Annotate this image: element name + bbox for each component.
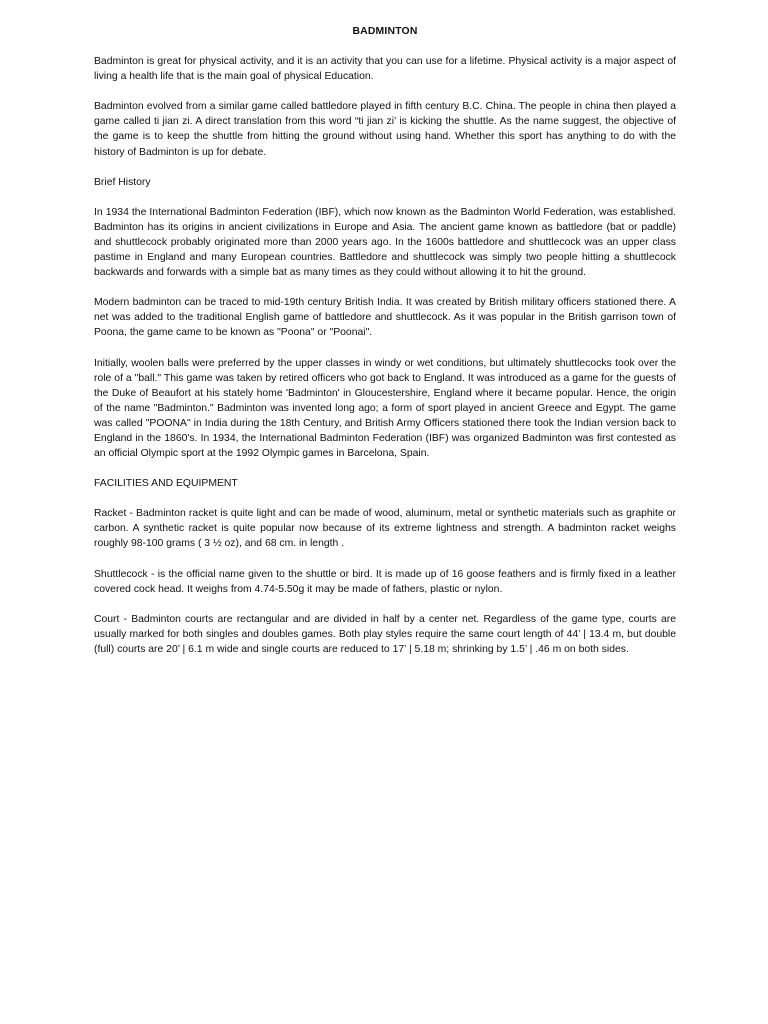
shuttlecock-paragraph: Shuttlecock - is the official name given to the shuttle or bird. It is made up of 16 goose feathers and is firmly fixed in a leather covered cock head. It weighs from 4.74-5.50g it may be made of fathers, plastic or nylon.	[94, 568, 676, 595]
woolen-balls-paragraph: Initially, woolen balls were preferred by the upper classes in windy or wet conditions, but ultimately shuttlecocks took over the role of a "ball." This game was taken by retired officers who got back to England. It was introduced as a game for the guests of the Duke of Beaufort at his stately home 'Badminton' in Gloucestershire, England where it became popular. Hence, the origin of the name "Badminton." Badminton was invented long ago; a form of sport played in ancient Greece and Egypt. The game was called "POONA" in India during the 18th Century, and British Army Officers stationed there took the Indian version back to England in the 1860's. In 1934, the International Badminton Federation (IBF) was organized Badminton was first contested as an official Olympic sport at the 1992 Olympic games in Barcelona, Spain.	[94, 357, 676, 460]
facilities-equipment-heading: FACILITIES AND EQUIPMENT	[94, 478, 238, 490]
ibf-history-paragraph: In 1934 the International Badminton Federation (IBF), which now known as the Badminton World Federation, was established. Badminton has its origins in ancient civilizations in Europe and Asia. The ancient game known as battledore (bat or paddle) and shuttlecock probably originated more than 2000 years ago. In the 1600s battledore and shuttlecock was an upper class pastime in England and many European countries. Battledore and shuttlecock was simply two people hitting a shuttlecock backwards and forwards with a simple bat as many times as they could without allowing it to hit the ground.	[94, 206, 676, 279]
document-page	[94, 24, 676, 672]
court-paragraph: Court - Badminton courts are rectangular and are divided in half by a center net. Regardless of the game type, courts are usually marked for both singles and doubles games. Both play styles require the same court length of 44’ | 13.4 m, but double (full) courts are 20’ | 6.1 m wide and single courts are reduced to 17’ | 5.18 m; shrinking by 1.5’ | .46 m on both sides.	[94, 613, 676, 655]
origin-paragraph: Badminton evolved from a similar game called battledore played in fifth century B.C. China. The people in china then played a game called ti jian zi. A direct translation from this word “ti jian zi’ is kicking the shuttle. As the name suggest, the objective of the game is to keep the shuttle from hitting the ground without using hand. Whether this sport has anything to do with the history of Badminton is up for debate.	[94, 101, 676, 158]
intro-paragraph: Badminton is great for physical activity, and it is an activity that you can use for a lifetime. Physical activity is a major aspect of living a health life that is the main goal of physical Education.	[94, 56, 676, 83]
racket-paragraph: Racket - Badminton racket is quite light and can be made of wood, aluminum, metal or synthetic materials such as graphite or carbon. A synthetic racket is quite popular now because of its extreme lightness and strength. A badminton racket weighs roughly 98-100 grams ( 3 ½ oz), and 68 cm. in length .	[94, 508, 676, 550]
document-title: BADMINTON	[352, 26, 418, 37]
modern-badminton-paragraph: Modern badminton can be traced to mid-19th century British India. It was created by British military officers stationed there. A net was added to the traditional English game of battledore and shuttlecock. As it was popular in the British garrison town of Poona, the game came to be known as "Poona" or "Poonai".	[94, 297, 676, 339]
brief-history-heading: Brief History	[94, 176, 151, 188]
